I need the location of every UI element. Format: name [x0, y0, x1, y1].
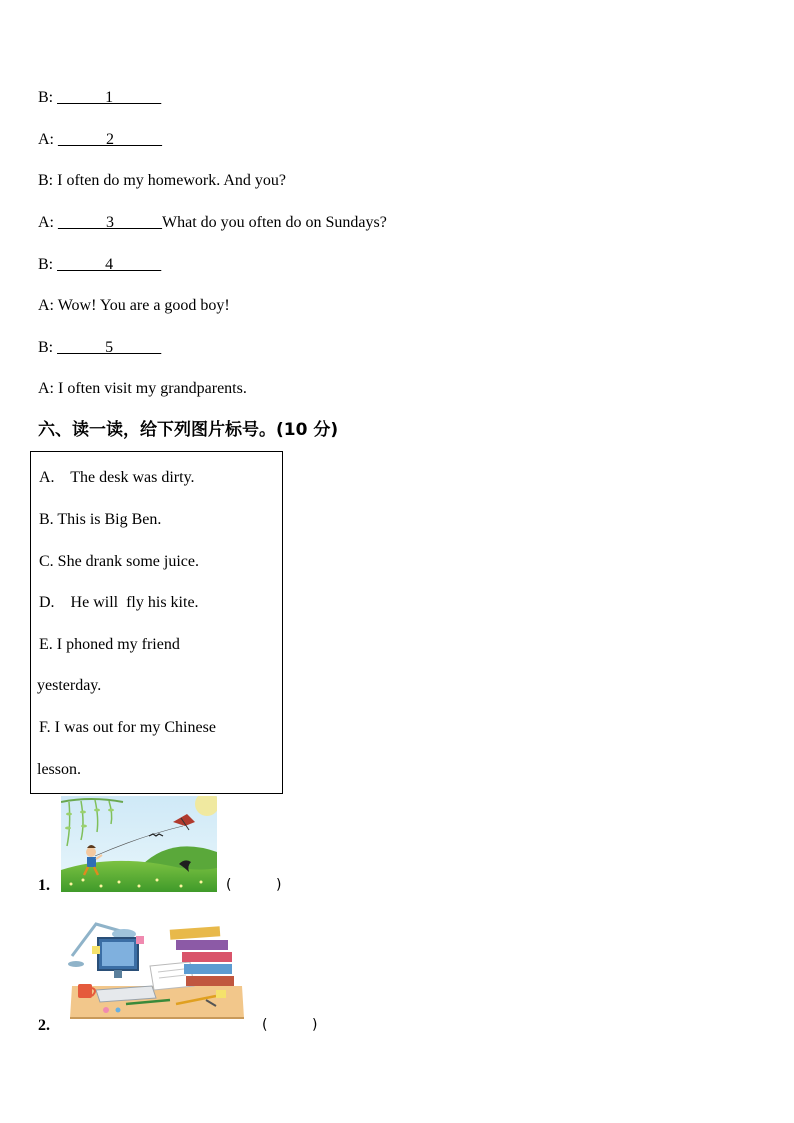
dialogue-line-6 — [38, 296, 230, 316]
option-f: F. I was out for my Chinese — [39, 719, 216, 736]
option-b: B. This is Big Ben. — [39, 511, 162, 528]
dialogue-text: I often visit my grandparents. — [58, 380, 247, 397]
speaker-label: A: — [38, 214, 54, 231]
option-d: D. He will fly his kite. — [39, 594, 199, 611]
options-box — [30, 451, 283, 794]
dialogue-text: What do you often do on Sundays? — [162, 214, 387, 231]
option-f-continued: lesson. — [37, 761, 81, 778]
kite-flying-boy-picture — [61, 796, 217, 892]
speaker-label: B: — [38, 172, 54, 189]
option-c: C. She drank some juice. — [39, 553, 199, 570]
answer-blank-3[interactable]: ______3______ — [58, 214, 162, 231]
dialogue-line-8 — [38, 379, 247, 399]
item-number-1: 1. — [38, 877, 50, 894]
speaker-label: B: — [38, 339, 54, 356]
answer-blank-2[interactable]: ______2______ — [58, 131, 162, 148]
dialogue-line-1 — [38, 88, 161, 108]
option-e-continued: yesterday. — [37, 677, 102, 694]
messy-desk-picture — [66, 916, 246, 1020]
dialogue-text: I often do my homework. And you? — [57, 172, 286, 189]
option-a: A. The desk was dirty. — [39, 469, 195, 486]
answer-blank-5[interactable]: ______5______ — [57, 339, 162, 356]
dialogue-line-4 — [38, 213, 387, 233]
speaker-label: A: — [38, 131, 54, 148]
speaker-label: B: — [38, 89, 54, 106]
option-e: E. I phoned my friend — [39, 636, 180, 653]
dialogue-line-3 — [38, 171, 286, 191]
item-number-2: 2. — [38, 1017, 50, 1034]
answer-parentheses-1[interactable]: ( ) — [226, 877, 282, 893]
speaker-label: B: — [38, 256, 54, 273]
answer-blank-1[interactable]: ______1______ — [57, 89, 162, 106]
answer-parentheses-2[interactable]: ( ) — [262, 1017, 318, 1033]
speaker-label: A: — [38, 380, 54, 397]
section-6-title: 六、读一读，给下列图片标号。(10 分) — [38, 420, 339, 440]
speaker-label: A: — [38, 297, 54, 314]
dialogue-text: Wow! You are a good boy! — [57, 297, 230, 314]
dialogue-line-7 — [38, 338, 161, 358]
dialogue-line-5 — [38, 255, 161, 275]
answer-blank-4[interactable]: ______4______ — [57, 256, 162, 273]
dialogue-line-2 — [38, 130, 162, 150]
